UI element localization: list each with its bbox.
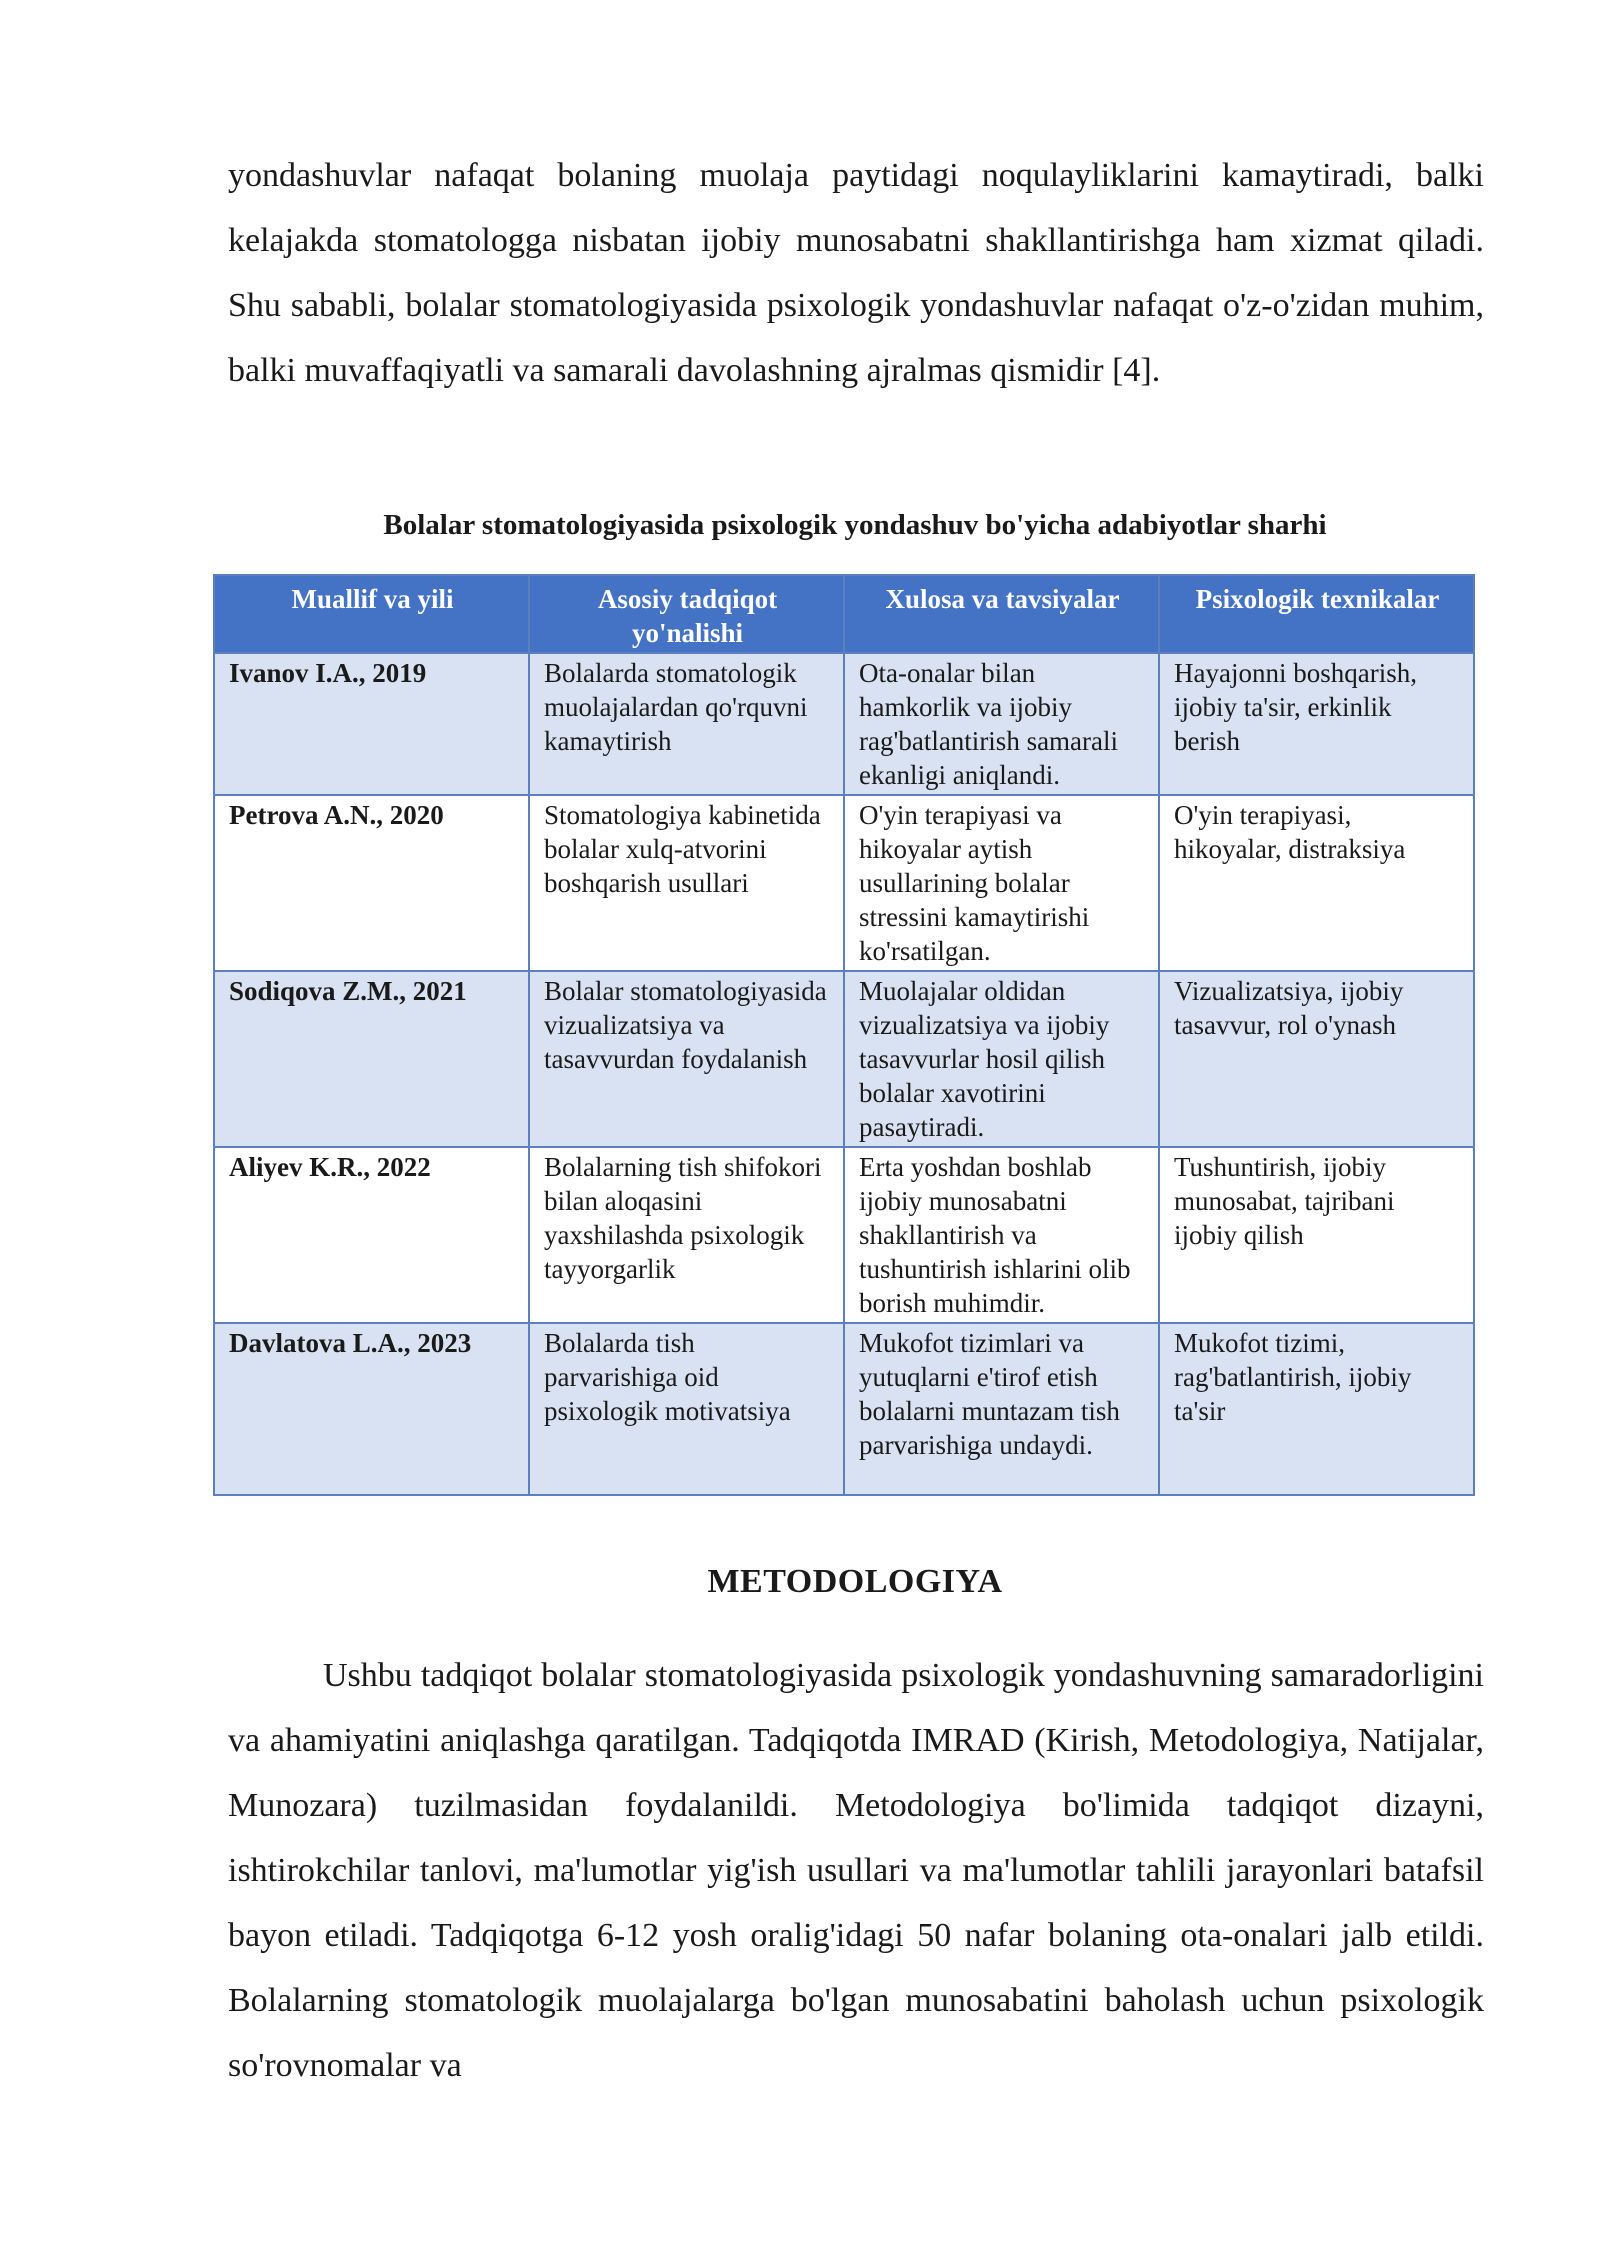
cell-focus: Bolalar stomatologiyasida vizualizatsiya va tasavvurdan foydalanish — [529, 971, 844, 1147]
cell-author: Aliyev K.R., 2022 — [214, 1147, 529, 1323]
section-heading-methodology: METODOLOGIYA — [707, 1563, 1003, 1600]
table-row — [214, 1147, 1474, 1323]
cell-conclusion: Erta yoshdan boshlab ijobiy munosabatni shakllantirish va tushuntirish ishlarini olib borish muhimdir. — [844, 1147, 1159, 1323]
cell-conclusion: Mukofot tizimlari va yutuqlarni e'tirof etish bolalarni muntazam tish parvarishiga undaydi. — [844, 1323, 1159, 1495]
table-header-row — [214, 575, 1474, 653]
table-row — [214, 795, 1474, 971]
cell-techniques: Hayajonni boshqarish, ijobiy ta'sir, erkinlik berish — [1159, 653, 1474, 795]
cell-focus: Bolalarda tish parvarishiga oid psixologik motivatsiya — [529, 1323, 844, 1495]
cell-focus: Bolalarda stomatologik muolajalardan qo'rquvni kamaytirish — [529, 653, 844, 795]
table-caption: Bolalar stomatologiyasida psixologik yondashuv bo'yicha adabiyotlar sharhi — [383, 509, 1327, 541]
cell-conclusion: Muolajalar oldidan vizualizatsiya va ijobiy tasavvurlar hosil qilish bolalar xavotirini pasaytiradi. — [844, 971, 1159, 1147]
cell-techniques: Tushuntirish, ijobiy munosabat, tajribani ijobiy qilish — [1159, 1147, 1474, 1323]
header-conclusions: Xulosa va tavsiyalar — [844, 575, 1159, 653]
methodology-paragraph: Ushbu tadqiqot bolalar stomatologiyasida psixologik yondashuvning samaradorligini va ahamiyatini aniqlashga qaratilgan. Tadqiqotda IMRAD (Kirish, Metodologiya, Natijalar, Munozara) tuzilmasidan foydalanildi. Metodologiya bo'limida tadqiqot dizayni, ishtirokchilar tanlovi, ma'lumotlar yig'ish usullari va ma'lumotlar tahlili jarayonlari batafsil bayon etiladi. Tadqiqotga 6-12 yosh oralig'idagi 50 nafar bolaning ota-onalari jalb etildi. Bolalarning stomatologik muolajalarga bo'lgan munosabatini baholash uchun psixologik so'rovnomalar va — [228, 1657, 1484, 2084]
table-row — [214, 653, 1474, 795]
cell-author: Sodiqova Z.M., 2021 — [214, 971, 529, 1147]
cell-techniques: Mukofot tizimi, rag'batlantirish, ijobiy ta'sir — [1159, 1323, 1474, 1495]
cell-conclusion: Ota-onalar bilan hamkorlik va ijobiy rag'batlantirish samarali ekanligi aniqlandi. — [844, 653, 1159, 795]
intro-paragraph: yondashuvlar nafaqat bolaning muolaja paytidagi noqulayliklarini kamaytiradi, balki kelajakda stomatologga nisbatan ijobiy munosabatni shakllantirishga ham xizmat qiladi. Shu sababli, bolalar stomatologiyasida psixologik yondashuvlar nafaqat o'z-o'zidan muhim, balki muvaffaqiyatli va samarali davolashning ajralmas qismidir [4]. — [228, 157, 1484, 389]
cell-author: Ivanov I.A., 2019 — [214, 653, 529, 795]
table-row — [214, 971, 1474, 1147]
cell-focus: Stomatologiya kabinetida bolalar xulq-atvorini boshqarish usullari — [529, 795, 844, 971]
cell-focus: Bolalarning tish shifokori bilan aloqasini yaxshilashda psixologik tayyorgarlik — [529, 1147, 844, 1323]
table-row — [214, 1323, 1474, 1495]
cell-author: Petrova A.N., 2020 — [214, 795, 529, 971]
header-author-year: Muallif va yili — [214, 575, 529, 653]
header-techniques: Psixologik texnikalar — [1159, 575, 1474, 653]
cell-techniques: O'yin terapiyasi, hikoyalar, distraksiya — [1159, 795, 1474, 971]
cell-techniques: Vizualizatsiya, ijobiy tasavvur, rol o'ynash — [1159, 971, 1474, 1147]
literature-review-table — [213, 574, 1475, 1496]
header-research-focus: Asosiy tadqiqot yo'nalishi — [529, 575, 844, 653]
cell-conclusion: O'yin terapiyasi va hikoyalar aytish usullarining bolalar stressini kamaytirishi ko'rsatilgan. — [844, 795, 1159, 971]
cell-author: Davlatova L.A., 2023 — [214, 1323, 529, 1495]
